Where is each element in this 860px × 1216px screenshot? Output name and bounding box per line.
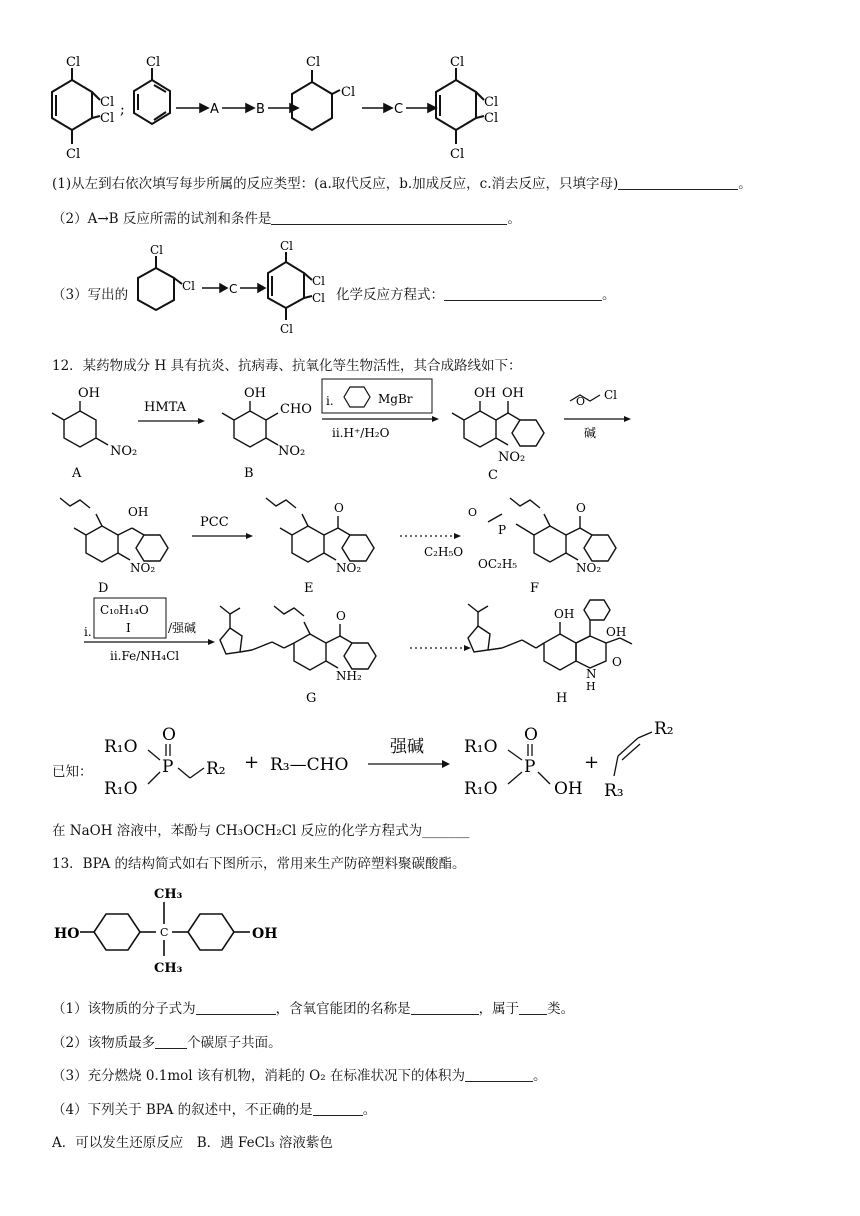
compound-D (60, 498, 168, 562)
svg-text:C₂H₅O: C₂H₅O (424, 545, 464, 559)
svg-text:/强碱: /强碱 (168, 621, 197, 635)
svg-text:P: P (524, 757, 536, 777)
svg-text:Cl: Cl (280, 322, 294, 336)
svg-text:Cl: Cl (312, 274, 326, 288)
svg-text:N: N (586, 667, 597, 681)
q13-part3: （3）充分燃烧 0.1mol 该有机物，消耗的 O₂ 在标准状况下的体积为 。 (52, 1068, 547, 1084)
compound-C (452, 401, 544, 447)
reaction-arrows (176, 104, 298, 112)
cl-label: Cl (450, 147, 465, 162)
compound-G (220, 606, 376, 670)
svg-text:OC₂H₅: OC₂H₅ (478, 557, 518, 571)
cl-label: Cl (484, 95, 499, 110)
cl-label: Cl (306, 55, 321, 70)
known-reaction (98, 720, 718, 810)
scheme-q11-part3 (136, 238, 336, 338)
svg-text:CH₃: CH₃ (154, 887, 183, 902)
svg-text:OH: OH (252, 926, 278, 942)
svg-text:P: P (162, 757, 174, 777)
synthesis-route-row2 (40, 488, 820, 598)
svg-text:R₃: R₃ (604, 781, 624, 801)
svg-text:NO₂: NO₂ (130, 561, 156, 575)
svg-text:P: P (498, 523, 507, 537)
scheme-chlorination (40, 50, 520, 170)
cl-label: Cl (100, 95, 115, 110)
answer-blank[interactable] (271, 210, 507, 225)
intermediate-B: B (256, 102, 265, 117)
svg-text:NO₂: NO₂ (110, 444, 138, 459)
svg-text:R₂: R₂ (206, 759, 226, 779)
q11-part1: (1)从左到右依次填写每步所属的反应类型：(a.取代反应，b.加成反应，c.消去反应，只填字母) 。 (52, 176, 752, 192)
answer-blank[interactable] (313, 1101, 363, 1116)
svg-text:碱: 碱 (584, 426, 597, 440)
cl-label: Cl (341, 85, 356, 100)
svg-text:Cl: Cl (150, 243, 164, 257)
compound-E (266, 498, 374, 562)
svg-text:O: O (576, 501, 586, 515)
synthesis-route-row3 (40, 592, 820, 712)
svg-text:O: O (612, 655, 622, 669)
svg-text:C: C (229, 282, 238, 296)
answer-blank[interactable] (465, 1067, 533, 1082)
compound-F (488, 498, 616, 562)
svg-text:强碱: 强碱 (390, 737, 424, 757)
q11-part3: 化学反应方程式： 。 (336, 287, 616, 303)
svg-text:Cl: Cl (182, 279, 196, 293)
q13-stem: 13．BPA 的结构简式如右下图所示，常用来生产防碎塑料聚碳酸酯。 (52, 856, 466, 872)
label-E: E (304, 581, 314, 596)
cl-label: Cl (450, 55, 465, 70)
svg-text:H: H (586, 680, 596, 693)
svg-text:CH₃: CH₃ (154, 961, 183, 976)
svg-text:C: C (160, 926, 169, 939)
cl-label: Cl (146, 55, 161, 70)
svg-text:OH: OH (474, 386, 496, 401)
svg-text:O: O (336, 609, 346, 623)
bpa-structure (50, 880, 310, 980)
q11-part2: （2）A→B 反应所需的试剂和条件是 。 (52, 211, 521, 227)
svg-text:O: O (468, 506, 478, 519)
molecule-tetrachlorocyclohexene-product (436, 68, 484, 144)
svg-text:OH: OH (78, 386, 100, 401)
svg-text:ii.Fe/NH₄Cl: ii.Fe/NH₄Cl (110, 649, 180, 663)
svg-text:OH: OH (244, 386, 266, 401)
molecule-chlorobenzene (134, 68, 170, 124)
svg-text:OH: OH (502, 386, 524, 401)
compound-A (52, 401, 108, 447)
svg-text:OH: OH (128, 505, 149, 519)
svg-text:PCC: PCC (200, 515, 229, 530)
label-A: A (72, 466, 82, 481)
svg-text:CHO: CHO (280, 402, 312, 417)
svg-text:ii.H⁺/H₂O: ii.H⁺/H₂O (332, 426, 390, 440)
synthesis-route-row1 (40, 375, 820, 485)
answer-blank[interactable] (155, 1034, 187, 1049)
intermediate-C: C (394, 102, 404, 117)
q13-part4: （4）下列关于 BPA 的叙述中，不正确的是 。 (52, 1102, 377, 1118)
svg-text:NO₂: NO₂ (336, 561, 362, 575)
svg-text:R₃—CHO: R₃—CHO (270, 755, 349, 775)
label-C: C (488, 468, 498, 483)
label-B: B (244, 466, 254, 481)
svg-text:NO₂: NO₂ (498, 450, 526, 465)
svg-text:NO₂: NO₂ (278, 444, 306, 459)
svg-text:+: + (584, 752, 600, 773)
compound-B (222, 401, 278, 447)
separator: ; (120, 102, 125, 118)
svg-text:R₁O: R₁O (104, 737, 138, 757)
svg-text:HO: HO (54, 926, 80, 942)
answer-blank[interactable] (444, 286, 602, 301)
svg-text:i.: i. (326, 394, 334, 408)
cl-label: Cl (484, 111, 499, 126)
svg-text:C₁₀H₁₄O: C₁₀H₁₄O (100, 603, 149, 617)
label-D: D (98, 581, 109, 596)
svg-text:MgBr: MgBr (378, 392, 413, 406)
cl-label: Cl (66, 55, 81, 70)
svg-text:R₂: R₂ (654, 720, 674, 739)
svg-text:R₁O: R₁O (104, 779, 138, 799)
svg-text:OH: OH (554, 779, 583, 799)
svg-text:O: O (524, 725, 538, 745)
label-F: F (530, 581, 540, 596)
answer-blank[interactable] (519, 1000, 547, 1015)
q12-question: 在 NaOH 溶液中，苯酚与 CH₃OCH₂Cl 反应的化学方程式为_______ (52, 823, 470, 839)
svg-text:O: O (334, 501, 344, 515)
svg-text:R₁O: R₁O (464, 779, 498, 799)
q11-part3-prefix: （3）写出的 (52, 287, 129, 303)
molecule-dichlorocyclohexane (292, 70, 340, 130)
svg-text:Cl: Cl (280, 239, 294, 253)
q12-stem: 12．某药物成分 H 具有抗炎、抗病毒、抗氧化等生物活性，其合成路线如下： (52, 358, 522, 374)
svg-text:Cl: Cl (312, 291, 326, 305)
label-G: G (306, 691, 317, 706)
answer-blank[interactable] (618, 175, 738, 190)
intermediate-A: A (210, 102, 219, 117)
svg-text:Cl: Cl (604, 388, 618, 402)
answer-blank[interactable] (196, 1000, 276, 1015)
known-label: 已知： (52, 764, 93, 780)
svg-text:NO₂: NO₂ (576, 561, 602, 575)
q13-part1: （1）该物质的分子式为 ，含氧官能团的名称是 ，属于 类。 (52, 1001, 575, 1017)
svg-text:R₁O: R₁O (464, 737, 498, 757)
svg-text:OH: OH (554, 607, 575, 621)
answer-blank[interactable] (411, 1000, 479, 1015)
molecule-tetrachlorocyclohexene (52, 68, 100, 144)
cl-label: Cl (100, 111, 115, 126)
cl-label: Cl (66, 147, 81, 162)
svg-text:I: I (126, 621, 131, 635)
q13-part2: （2）该物质最多 个碳原子共面。 (52, 1035, 282, 1051)
svg-text:O: O (576, 395, 586, 408)
svg-text:i.: i. (84, 625, 92, 639)
svg-text:O: O (162, 725, 176, 745)
svg-text:HMTA: HMTA (144, 400, 186, 415)
svg-text:+: + (244, 752, 260, 773)
label-H: H (556, 691, 568, 706)
q13-options: A．可以发生还原反应 B．遇 FeCl₃ 溶液紫色 (52, 1135, 333, 1151)
svg-text:NH₂: NH₂ (336, 669, 362, 683)
svg-text:OH: OH (606, 625, 627, 639)
